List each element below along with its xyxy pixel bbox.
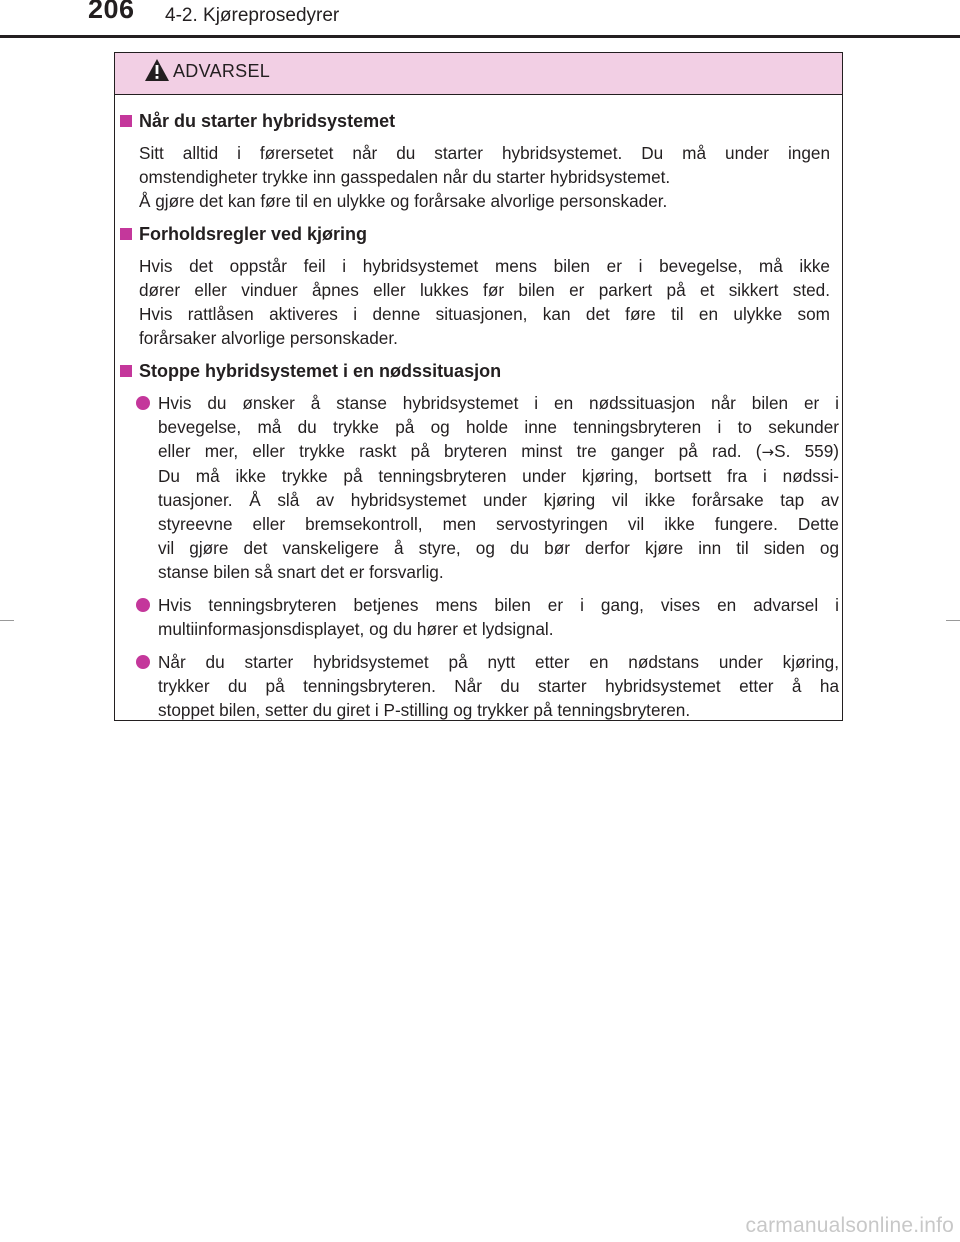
warning-body [115, 109, 842, 731]
text-line: stoppet bilen, setter du giret i P-stilling og trykker på tenningsbryteren. [158, 700, 691, 720]
text-line: Sitt alltid i førersetet når du starter hybridsystemet. Du må under ingen [139, 143, 830, 163]
section-heading-text: Stoppe hybridsystemet i en nødssituasjon [139, 361, 502, 381]
header-rule [0, 35, 960, 38]
text-line: bevegelse, må du trykke på og holde inne tenningsbryteren i to sekunder [158, 417, 839, 437]
text-line: omstendigheter trykke inn gasspedalen når du starter hybridsystemet. [139, 167, 671, 187]
text-line: forårsaker alvorlige personskader. [139, 328, 398, 348]
text-line-with-reference [158, 439, 839, 464]
text-line: Å gjøre det kan føre til en ulykke og forårsake alvorlige personskader. [139, 191, 668, 211]
text-line: Du må ikke trykke på tenningsbryteren under kjøring, bortsett fra i nødssi- [158, 466, 839, 486]
arrow-right-icon: → [761, 443, 775, 461]
page-reference-link[interactable]: S. 559) [774, 441, 839, 461]
text-line: Hvis du ønsker å stanse hybridsystemet i en nødssituasjon når bilen er i [158, 393, 839, 413]
warning-box [114, 52, 843, 721]
square-bullet-icon [120, 228, 132, 240]
section-heading-starting [115, 109, 842, 133]
round-bullet-icon [136, 598, 150, 612]
text-line: Hvis rattlåsen aktiveres i denne situasjonen, kan det føre til en ulykke som [139, 304, 830, 324]
square-bullet-icon [120, 365, 132, 377]
text-line: trykker du på tenningsbryteren. Når du starter hybridsystemet etter å ha [158, 676, 839, 696]
list-item-ignition-warning [115, 593, 839, 641]
text-line: tuasjoner. Å slå av hybridsystemet under kjøring vil ikke forårsake tap av [158, 490, 839, 510]
text-line: dører eller vinduer åpnes eller lukkes før bilen er parkert på et sikkert sted. [139, 280, 830, 300]
section-heading-text: Forholdsregler ved kjøring [139, 224, 368, 244]
text-line: vil gjøre det vanskeligere å styre, og du bør derfor kjøre inn til siden og [158, 538, 839, 558]
page-header [0, 0, 960, 40]
paragraph-driving [139, 254, 830, 350]
list-item-emergency-stop [115, 391, 839, 584]
text-line: Når du starter hybridsystemet på nytt etter en nødstans under kjøring, [158, 652, 839, 672]
square-bullet-icon [120, 115, 132, 127]
section-title: 4-2. Kjøreprosedyrer [165, 5, 340, 26]
text-line: Hvis det oppstår feil i hybridsystemet mens bilen er i bevegelse, må ikke [139, 256, 830, 276]
footer-watermark: carmanualsonline.info [745, 1214, 954, 1237]
crop-mark-left [0, 620, 14, 621]
crop-mark-right [946, 620, 960, 621]
section-heading-text: Når du starter hybridsystemet [139, 111, 396, 131]
round-bullet-icon [136, 396, 150, 410]
warning-triangle-icon [144, 58, 170, 82]
text-line: Hvis tenningsbryteren betjenes mens bilen er i gang, vises en advarsel i [158, 595, 839, 615]
section-heading-driving [115, 222, 842, 246]
warning-header [115, 53, 842, 95]
section-heading-emergency [115, 359, 842, 383]
text-line: stanse bilen så snart det er forsvarlig. [158, 562, 444, 582]
round-bullet-icon [136, 655, 150, 669]
paragraph-starting [139, 141, 830, 213]
page-number: 206 [88, 0, 135, 24]
text-line: multiinformasjonsdisplayet, og du hører et lydsignal. [158, 619, 554, 639]
warning-label: ADVARSEL [173, 61, 271, 81]
list-item-restart [115, 650, 839, 722]
text-line: styreevne eller bremsekontroll, men servostyringen vil ikke fungere. Dette [158, 514, 839, 534]
text-segment: eller mer, eller trykke raskt på bryteren minst tre ganger på rad. ( [158, 441, 762, 461]
